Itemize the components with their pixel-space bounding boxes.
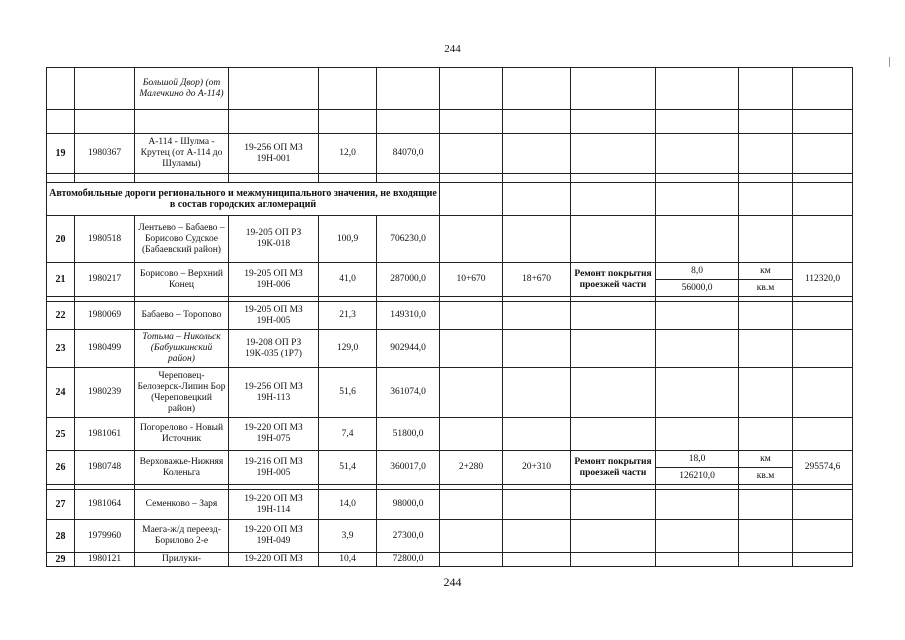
row-id: 1981064	[75, 490, 135, 520]
table-row	[47, 418, 853, 451]
table-row-spacer	[47, 110, 853, 134]
road-name: Маега-ж/д переезд-Борилово 2-е	[135, 520, 229, 553]
road-name: Борисово – Верхний Конец	[135, 263, 229, 297]
quantity-sqm: 56000,0	[656, 280, 739, 297]
unit-km: км	[739, 451, 793, 468]
table-row	[47, 263, 853, 280]
row-number: 25	[47, 418, 75, 451]
row-id: 1980748	[75, 451, 135, 485]
road-value: 51800,0	[377, 418, 440, 451]
row-number: 24	[47, 368, 75, 418]
quantity-km: 8,0	[656, 263, 739, 280]
table-row	[47, 368, 853, 418]
road-code: 19-256 ОП МЗ 19Н-001	[229, 134, 319, 174]
page-number-top: 244	[444, 43, 461, 55]
road-value: 706230,0	[377, 216, 440, 263]
row-id: 1980217	[75, 263, 135, 297]
road-length: 12,0	[319, 134, 377, 174]
segment-start: 2+280	[440, 451, 503, 485]
road-value: 361074,0	[377, 368, 440, 418]
road-code: 19-220 ОП МЗ 19Н-075	[229, 418, 319, 451]
road-value: 360017,0	[377, 451, 440, 485]
page-number-bottom: 244	[443, 575, 462, 589]
road-value: 72800,0	[377, 553, 440, 567]
road-name: Семенково – Заря	[135, 490, 229, 520]
segment-end: 20+310	[503, 451, 571, 485]
road-code: 19-216 ОП МЗ 19Н-005	[229, 451, 319, 485]
row-id: 1980121	[75, 553, 135, 567]
road-length: 51,4	[319, 451, 377, 485]
row-number: 28	[47, 520, 75, 553]
row-number: 19	[47, 134, 75, 174]
quantity-sqm: 126210,0	[656, 468, 739, 485]
work-type: Ремонт покрытия проезжей части	[571, 263, 656, 297]
quantity-km: 18,0	[656, 451, 739, 468]
road-value: 98000,0	[377, 490, 440, 520]
table-row	[47, 553, 853, 567]
row-number: 26	[47, 451, 75, 485]
section-title: Автомобильные дороги регионального и межмуниципального значения, не входящие в состав городских агломераций	[47, 183, 440, 216]
road-code: 19-208 ОП РЗ 19К-035 (1Р7)	[229, 330, 319, 368]
row-id: 1980499	[75, 330, 135, 368]
road-value: 287000,0	[377, 263, 440, 297]
segment-start: 10+670	[440, 263, 503, 297]
row-id: 1979960	[75, 520, 135, 553]
unit-sqm: кв.м	[739, 468, 793, 485]
table-row	[47, 302, 853, 330]
row-id: 1980518	[75, 216, 135, 263]
road-value: 84070,0	[377, 134, 440, 174]
road-length: 100,9	[319, 216, 377, 263]
road-name: Прилуки-	[135, 553, 229, 567]
road-value: 902944,0	[377, 330, 440, 368]
table-row	[47, 451, 853, 468]
road-length: 3,9	[319, 520, 377, 553]
road-name: Череповец-Белозерск-Липин Бор (Череповецкий район)	[135, 368, 229, 418]
road-name: Тотьма – Никольск (Бабушкинский район)	[135, 330, 229, 368]
row-number: 20	[47, 216, 75, 263]
road-length: 129,0	[319, 330, 377, 368]
table-row	[47, 520, 853, 553]
row-number: 29	[47, 553, 75, 567]
road-length: 41,0	[319, 263, 377, 297]
road-length: 7,4	[319, 418, 377, 451]
road-code: 19-205 ОП РЗ 19К-018	[229, 216, 319, 263]
road-length: 14,0	[319, 490, 377, 520]
section-row	[47, 183, 853, 216]
road-name: Погорелово - Новый Источник	[135, 418, 229, 451]
road-code: 19-205 ОП МЗ 19Н-006	[229, 263, 319, 297]
row-id: 1980239	[75, 368, 135, 418]
road-code: 19-220 ОП МЗ 19Н-114	[229, 490, 319, 520]
table-row	[47, 216, 853, 263]
road-length: 10,4	[319, 553, 377, 567]
road-value: 27300,0	[377, 520, 440, 553]
segment-end: 18+670	[503, 263, 571, 297]
road-name: Бабаево – Торопово	[135, 302, 229, 330]
work-type: Ремонт покрытия проезжей части	[571, 451, 656, 485]
road-value: 149310,0	[377, 302, 440, 330]
road-length: 51,6	[319, 368, 377, 418]
row-number: 21	[47, 263, 75, 297]
road-code: 19-256 ОП МЗ 19Н-113	[229, 368, 319, 418]
roads-table	[46, 67, 853, 567]
row-number: 22	[47, 302, 75, 330]
road-code: 19-220 ОП МЗ	[229, 553, 319, 567]
table-row	[47, 134, 853, 174]
road-code: 19-220 ОП МЗ 19Н-049	[229, 520, 319, 553]
road-name-continued: Большой Двор) (от Малечкино до А-114)	[135, 68, 229, 110]
row-id: 1980069	[75, 302, 135, 330]
road-name: Лентьево – Бабаево – Борисово Судское (Бабаевский район)	[135, 216, 229, 263]
road-name: Верховажье-Нижняя Коленьга	[135, 451, 229, 485]
unit-sqm: кв.м	[739, 280, 793, 297]
row-id: 1981061	[75, 418, 135, 451]
road-code: 19-205 ОП МЗ 19Н-005	[229, 302, 319, 330]
row-number: 27	[47, 490, 75, 520]
table-row-continued	[47, 68, 853, 110]
work-sum: 295574,6	[793, 451, 853, 485]
work-sum: 112320,0	[793, 263, 853, 297]
road-name: А-114 - Шулма - Крутец (от А-114 до Шуламы)	[135, 134, 229, 174]
table-row	[47, 490, 853, 520]
row-id: 1980367	[75, 134, 135, 174]
unit-km: км	[739, 263, 793, 280]
scan-artifact	[889, 57, 890, 67]
table-row	[47, 330, 853, 368]
row-number: 23	[47, 330, 75, 368]
road-length: 21,3	[319, 302, 377, 330]
